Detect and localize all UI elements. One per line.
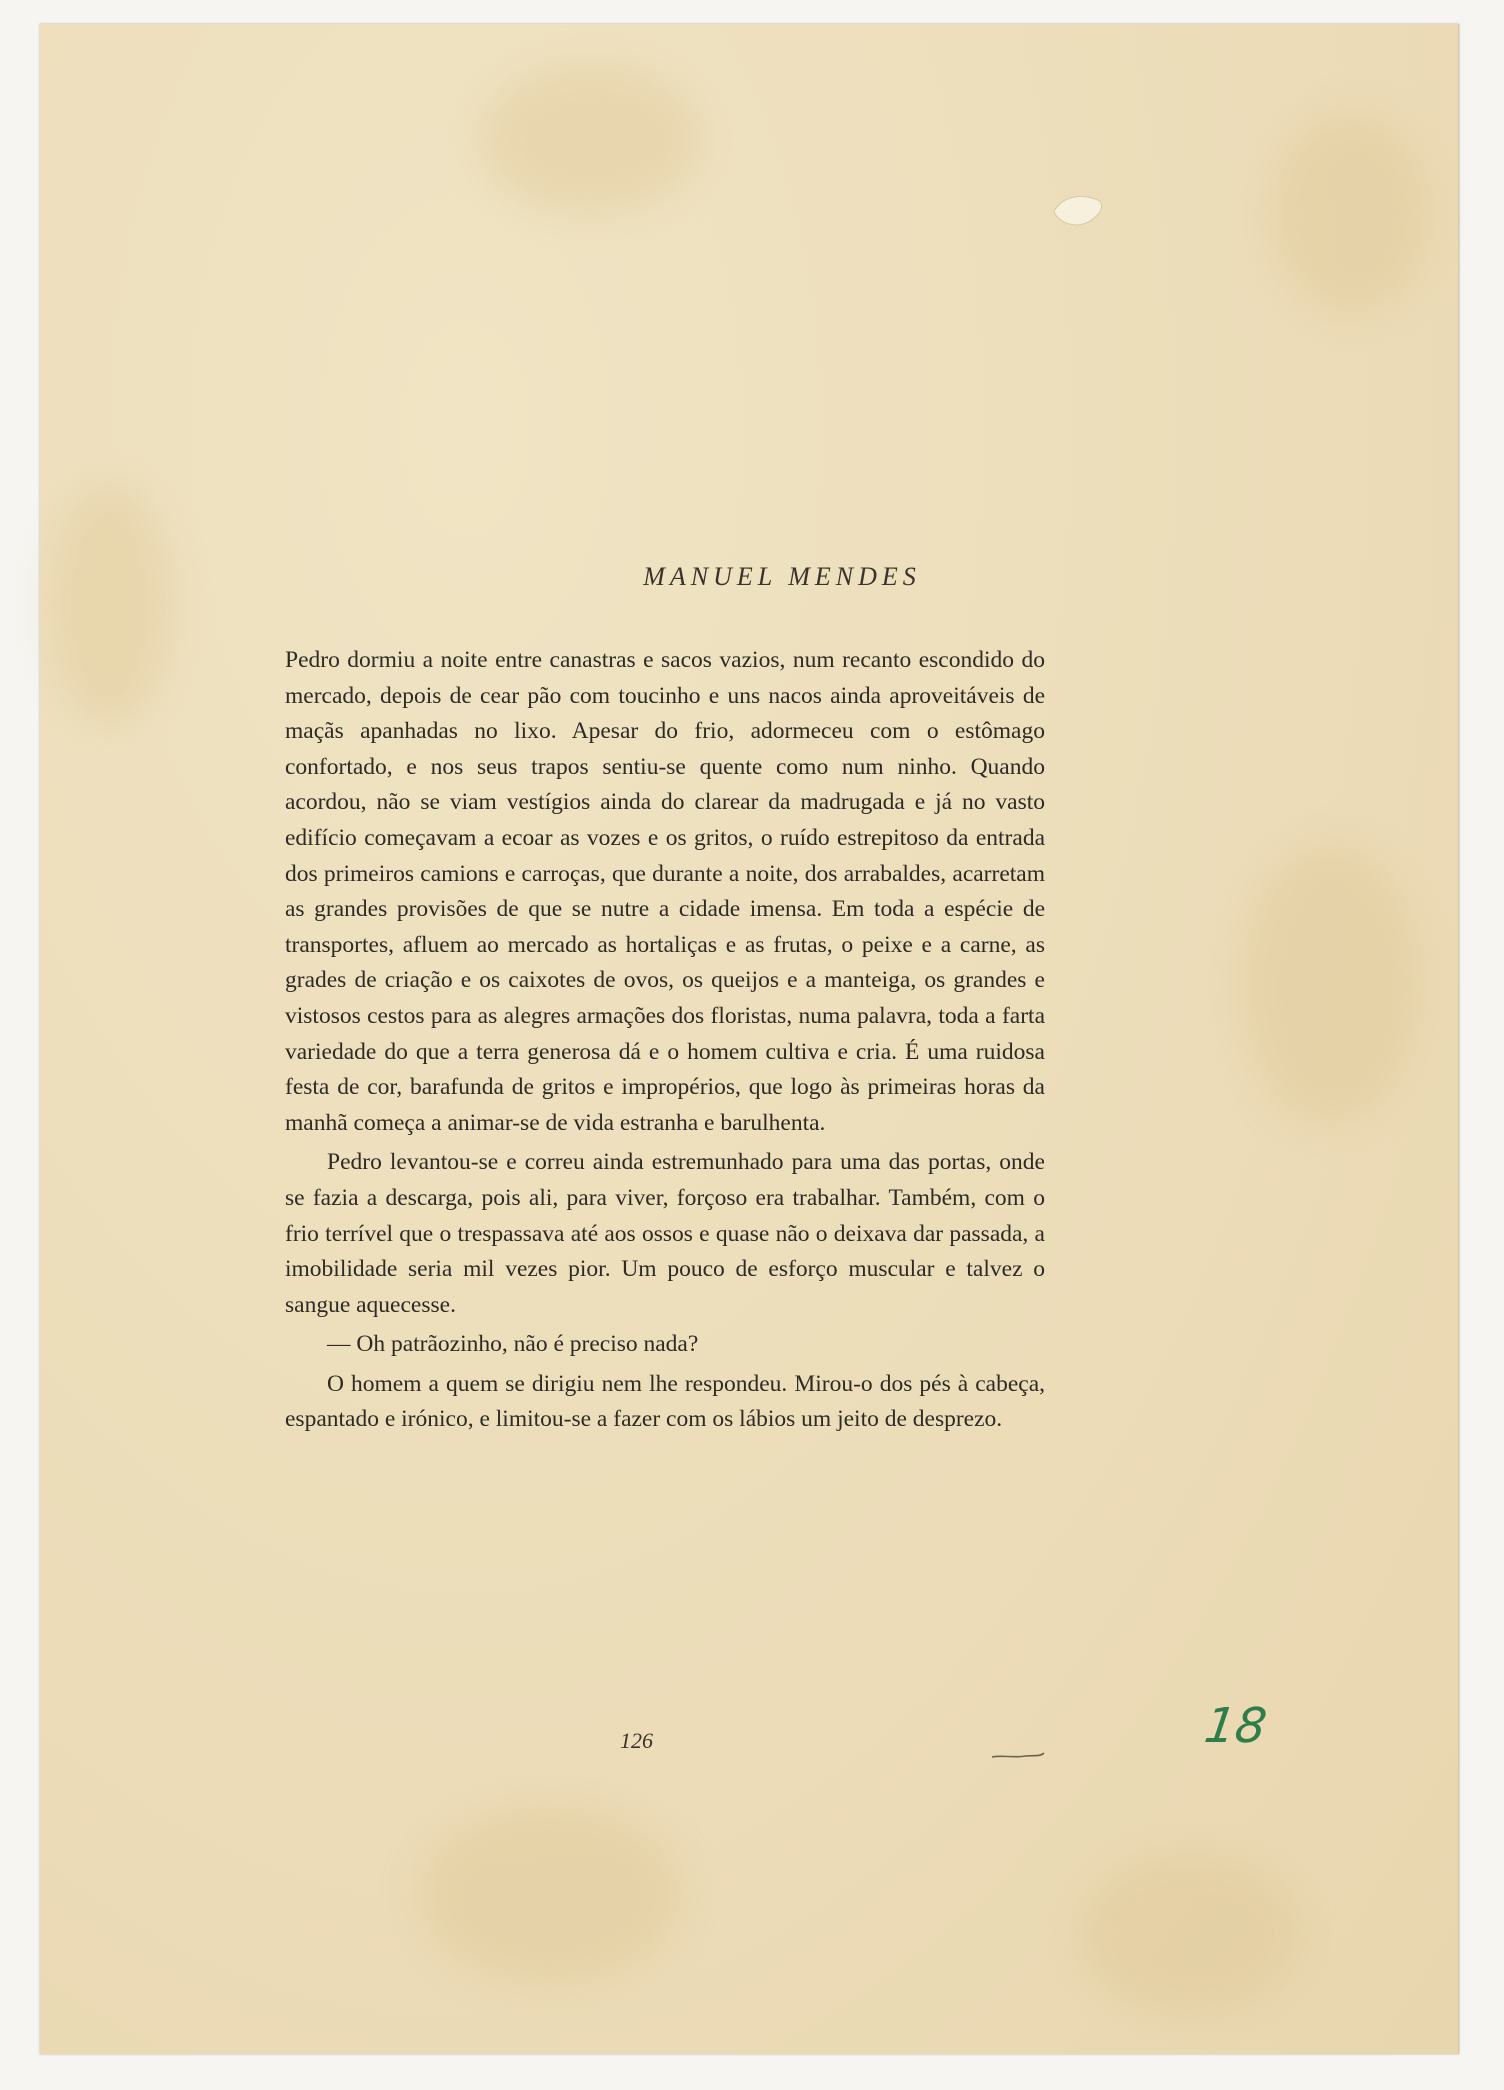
paper-stain	[50, 484, 170, 724]
paragraph: Pedro levantou-se e correu ainda estremunhado para uma das portas, onde se fazia a descarga, pois ali, para viver, forçoso era trabalhar. Também, com o frio terrível que o trespassava até aos ossos e quase não o deixava dar passada, a imobilidade seria mil vezes pior. Um pouco de esforço muscular e talvez o sangue aquecesse.	[285, 1149, 1045, 1318]
author-heading: MANUEL MENDES	[643, 562, 921, 591]
paper-stain	[1240, 844, 1420, 1124]
dialogue-line: — Oh patrãozinho, não é preciso nada?	[327, 1331, 699, 1358]
paper-stain	[1080, 1854, 1300, 2014]
paper-blemish	[1050, 189, 1108, 231]
page-number: 126	[620, 1728, 653, 1753]
paragraph: O homem a quem se dirigiu nem lhe respondeu. Mirou-o dos pés à cabeça, espantado e irónico, e limitou-se a fazer com os lábios um jeito de desprezo.	[285, 1370, 1045, 1433]
paragraph: Pedro dormiu a noite entre canastras e sacos vazios, num recanto escondido do mercado, depois de cear pão com toucinho e uns nacos ainda aproveitáveis de maçãs apanhadas no lixo. Apesar do frio, adormeceu com o estômago confortado, e nos seus trapos sentiu-se quente como num ninho. Quando acordou, não se viam vestígios ainda do clarear da madrugada e já no vasto edifício começavam a ecoar as vozes e os gritos, o ruído estrepitoso da entrada dos primeiros camions e carroças, que durante a noite, dos arrabaldes, acarretam as grandes provisões de que se nutre a cidade imensa. Em toda a espécie de transportes, afluem ao mercado as hortaliças e as frutas, o peixe e a carne, as grades de criação e os caixotes de ovos, os queijos e a manteiga, os grandes e vistosos cestos para as alegres armações dos floristas, numa palavra, toda a farta variedade do que a terra generosa dá e o homem cultiva e cria. É uma ruidosa festa de cor, barafunda de gritos e impropérios, que logo às primeiras horas da manhã começa a animar-se de vida estranha e barulhenta.	[285, 647, 1045, 1136]
story-text	[285, 643, 1045, 1442]
paper-stain	[1270, 114, 1430, 314]
pencil-mark	[990, 1748, 1046, 1762]
paper-stain	[420, 1804, 680, 1984]
handwritten-folio-number: 18	[1201, 1698, 1271, 1754]
paper-stain	[480, 64, 700, 214]
